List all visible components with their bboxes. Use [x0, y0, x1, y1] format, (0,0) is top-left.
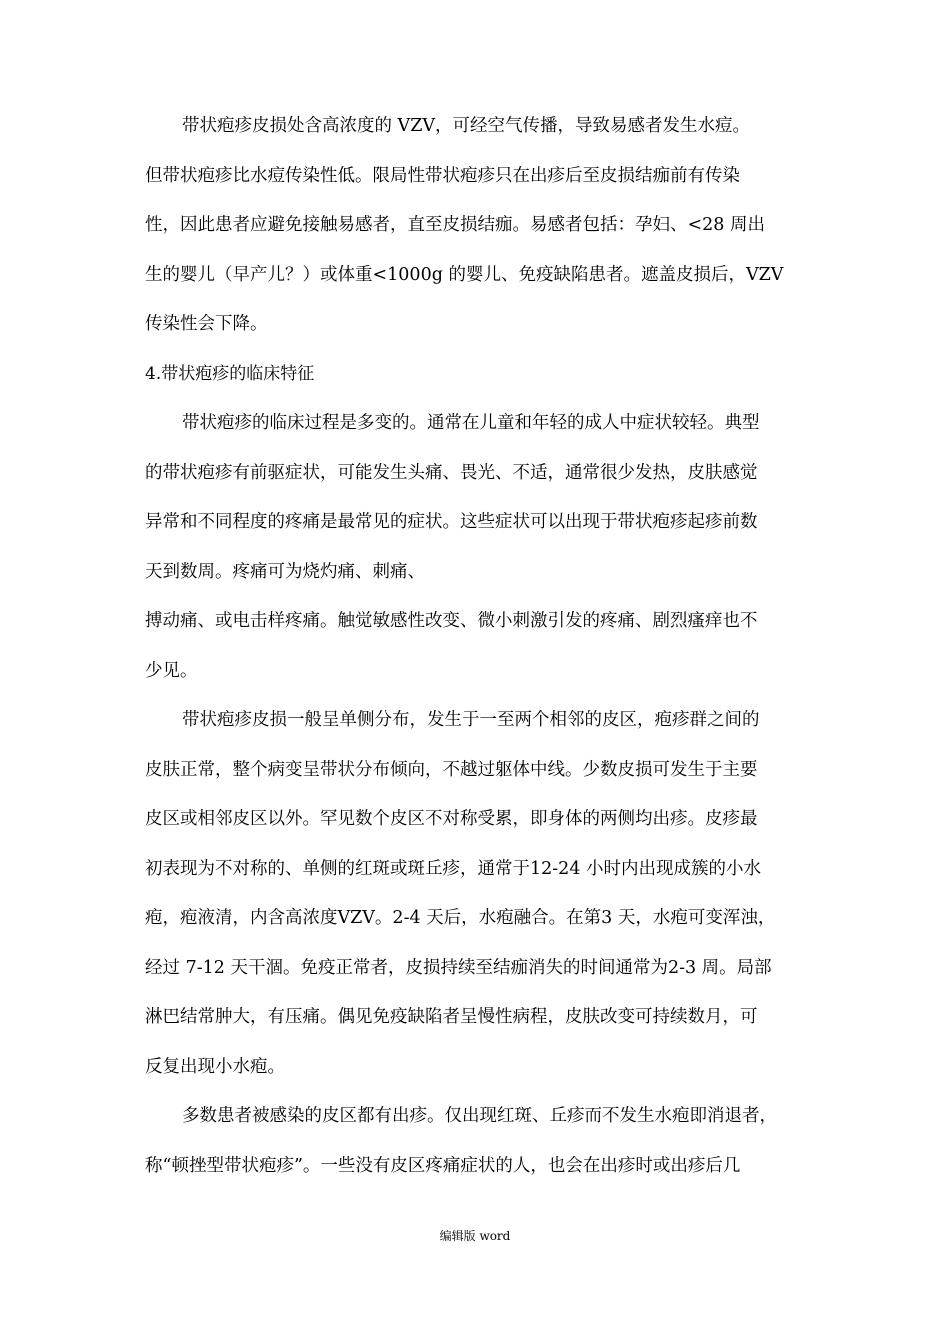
section-heading: 4.带状疱疹的临床特征	[145, 363, 315, 384]
paragraph-prodrome	[145, 399, 815, 696]
text-line: 经过 7-12 天干涸。免疫正常者，皮损持续至结痂消失的时间通常为2-3 周。局部	[145, 957, 772, 978]
text-line: 多数患者被感染的皮区都有出疹。仅出现红斑、丘疹而不发生水疱即消退者，	[182, 1106, 777, 1126]
text-line: 带状疱疹的临床过程是多变的。通常在儿童和年轻的成人中症状较轻。典型	[182, 413, 760, 433]
page-footer: 编辑版 word	[439, 1229, 511, 1243]
text-line: 初表现为不对称的、单侧的红斑或斑丘疹，通常于12-24 小时内出现成簇的小水	[145, 858, 762, 879]
text-line: 皮区或相邻皮区以外。罕见数个皮区不对称受累，即身体的两侧均出疹。皮疹最	[145, 809, 758, 829]
text-line: 少见。	[145, 660, 198, 681]
text-line: 带状疱疹皮损处含高浓度的 VZV，可经空气传播，导致易感者发生水痘。	[182, 116, 750, 136]
text-line: 带状疱疹皮损一般呈单侧分布，发生于一至两个相邻的皮区，疱疹群之间的	[182, 710, 760, 730]
paragraph-abortive-zoster	[145, 1092, 815, 1191]
text-line: 称“顿挫型带状疱疹”。一些没有皮区疼痛症状的人，也会在出疹时或出疹后几	[145, 1155, 741, 1176]
text-line: 淋巴结常肿大，有压痛。偶见免疫缺陷者呈慢性病程，皮肤改变可持续数月，可	[145, 1007, 758, 1027]
text-line: 性，因此患者应避免接触易感者，直至皮损结痂。易感者包括：孕妇、<28 周出	[145, 215, 765, 235]
document-body	[145, 102, 815, 1191]
text-line: 生的婴儿（早产儿？）或体重<1000g 的婴儿、免疫缺陷患者。遮盖皮损后，VZV	[145, 264, 784, 285]
text-line: 传染性会下降。	[145, 314, 268, 334]
text-line: 天到数周。疼痛可为烧灼痛、刺痛、	[145, 561, 425, 582]
text-line: 搏动痛、或电击样疼痛。触觉敏感性改变、微小刺激引发的疼痛、剧烈瘙痒也不	[145, 611, 758, 631]
paragraph-rash-distribution	[145, 696, 815, 1092]
text-line: 但带状疱疹比水痘传染性低。限局性带状疱疹只在出疹后至皮损结痂前有传染	[145, 165, 740, 186]
text-line: 皮肤正常，整个病变呈带状分布倾向，不越过躯体中线。少数皮损可发生于主要	[145, 759, 758, 780]
text-line: 异常和不同程度的疼痛是最常见的症状。这些症状可以出现于带状疱疹起疹前数	[145, 512, 758, 532]
text-line: 的带状疱疹有前驱症状，可能发生头痛、畏光、不适，通常很少发热，皮肤感觉	[145, 462, 758, 483]
text-line: 反复出现小水疱。	[145, 1056, 285, 1077]
text-line: 疱，疱液清，内含高浓度VZV。2-4 天后，水疱融合。在第3 天，水疱可变浑浊，	[145, 908, 776, 928]
paragraph-transmission	[145, 102, 815, 350]
